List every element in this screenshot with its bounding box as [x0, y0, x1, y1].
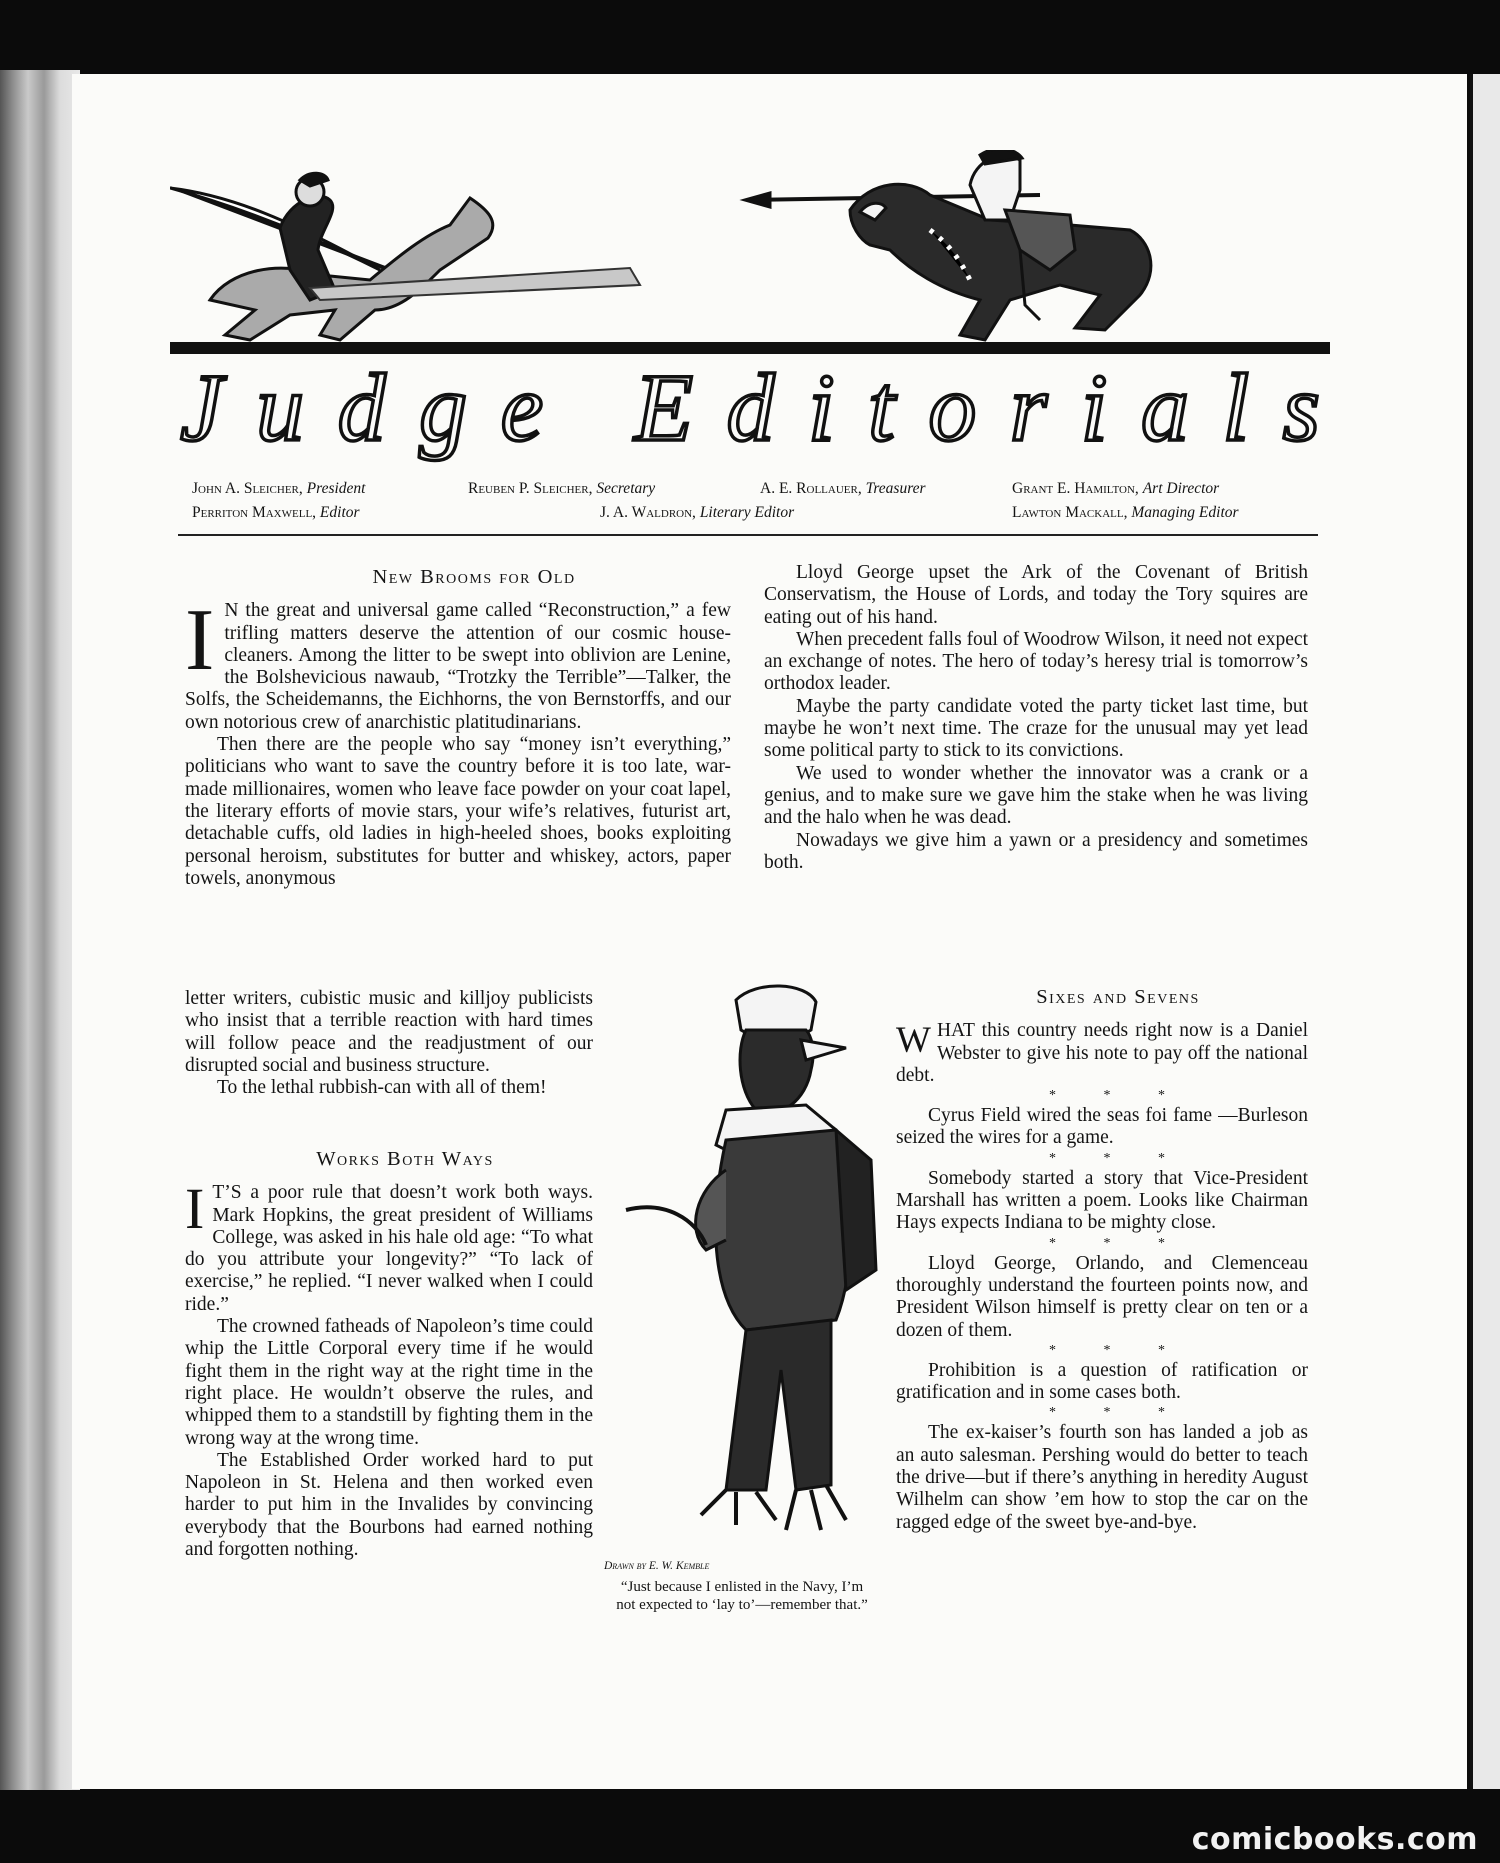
separator-stars: * * * [1049, 1088, 1187, 1104]
book-binding [0, 70, 80, 1790]
right-paragraph-4: We used to wonder whether the innovator was a crank or a genius, and to make sure we gave him the stake when he was living and the halo when he was dead. [764, 762, 1308, 829]
illustration-caption: “Just because I enlisted in the Navy, I’m not expected to ‘lay to’—remember that.” [616, 1579, 868, 1613]
article-new-brooms-continued [185, 988, 593, 1099]
staff-editor: Perriton Maxwell, Editor [192, 504, 360, 521]
dropcap-i: I [185, 592, 215, 690]
article-sixes-and-sevens [896, 986, 1308, 1534]
sixes-paragraph-2: Cyrus Field wired the seas foi fame —Burleson seized the wires for a game. [896, 1105, 1308, 1149]
works-paragraph-3: The Established Order worked hard to put Napoleon in St. Helena and then worked even harder to put him in the Invalides by convincing everybody that the Bourbons had earned nothing and forgotten nothing. [185, 1449, 593, 1561]
sixes-paragraph-1: WHAT this country needs right now is a Daniel Webster to give his note to pay off the national debt. [896, 1020, 1308, 1086]
left-rider-figure [170, 173, 493, 340]
separator-stars: * * * [1049, 1150, 1187, 1166]
dropcap-w: W [896, 1020, 931, 1062]
heading-new-brooms: New Brooms for Old [372, 566, 576, 588]
article-new-brooms-right [764, 562, 1308, 874]
site-watermark: comicbooks.com [1191, 1822, 1478, 1857]
right-paragraph-1: Lloyd George upset the Ark of the Covenant of British Conservatism, the House of Lords, and today the Tory squires are eating out of his hand. [764, 562, 1308, 628]
staff-divider-rule [178, 534, 1318, 536]
brooms-paragraph-3: To the lethal rubbish-can with all of them! [217, 1077, 547, 1099]
staff-treasurer: A. E. Rollauer, Treasurer [760, 480, 926, 497]
jousting-banner-illustration [170, 150, 1330, 355]
brooms-paragraph-1: I N the great and universal game called “Reconstruction,” a few trifling matters deserve the attention of our cosmic house-cleaners. Among the litter to be swept into oblivion are Lenine, the Bolshevicious nawaub, “Trotzky the Terrible”—Talker, the Solfs, the Scheidemanns, the Eichhorns, the von Bernstorffs, and our own notorious crew of anarchistic platitudinarians. [185, 592, 731, 733]
staff-art-director: Grant E. Hamilton, Art Director [1012, 480, 1220, 497]
works-paragraph-2: The crowned fatheads of Napoleon’s time could whip the Little Corporal every time if he would fight them in the right way at the right time in the right place. He wouldn’t observe the rules, and whipped them to a standstill by fighting them in the wrong way at the wrong time. [185, 1316, 593, 1449]
dropcap-i-works: I [185, 1176, 205, 1242]
masthead-title [170, 352, 1330, 464]
works-paragraph-1: I T’S a poor rule that doesn’t work both ways. Mark Hopkins, the great president of Williams College, was asked in his hale old age: “To what do you attribute your longevity?” “To lack of exercise,” he replied. “I never walked when I could ride.” [185, 1176, 593, 1315]
separator-stars: * * * [1049, 1235, 1187, 1251]
brooms-paragraph-2: Then there are the people who say “money isn’t everything,” politicians who want to save the country before it is too late, war-made millionaires, women who leave face powder on your coat lapel, the literary efforts of movie stars, your wife’s relatives, futurist art, detachable cuffs, old ladies in high-heeled shoes, books exploiting personal heroism, substitutes for butter and whiskey, actors, paper towels, anonymous [185, 734, 731, 889]
sixes-paragraph-5: Prohibition is a question of ratification or gratification and in some cases both. [896, 1359, 1308, 1404]
left-lance [310, 268, 640, 300]
illustration-credit: Drawn by E. W. Kemble [604, 1560, 710, 1572]
sixes-paragraph-3: Somebody started a story that Vice-President Marshall has written a poem. Looks like Chairman Hays expects Indiana to be mighty close. [896, 1167, 1308, 1234]
right-rider-figure [745, 150, 1151, 340]
staff-secretary: Reuben P. Sleicher, Secretary [468, 480, 656, 497]
heading-works-both-ways: Works Both Ways [316, 1148, 494, 1170]
sixes-paragraph-4: Lloyd George, Orlando, and Clemenceau thoroughly understand the fourteen points now, and President Wilson himself is pretty clear on ten or a dozen of them. [896, 1252, 1308, 1341]
staff-literary-editor: J. A. Waldron, Literary Editor [600, 504, 795, 521]
right-paragraph-5: Nowadays we give him a yawn or a presidency and sometimes both. [764, 829, 1308, 873]
facing-page-edge [1470, 74, 1500, 1789]
right-paragraph-2: When precedent falls foul of Woodrow Wilson, it need not expect an exchange of notes. The hero of today’s heresy trial is tomorrow’s orthodox leader. [764, 628, 1308, 695]
article-new-brooms [185, 566, 731, 890]
article-works-both-ways [185, 1148, 593, 1561]
heading-sixes-and-sevens: Sixes and Sevens [1036, 986, 1200, 1008]
masthead-title-text: Judge Editorials [180, 354, 1320, 461]
separator-stars: * * * [1049, 1342, 1187, 1358]
sixes-paragraph-6: The ex-kaiser’s fourth son has landed a job as an auto salesman. Pershing would do better to teach the drive—but if there’s anything in heredity August Wilhelm can show ’em how to stop the car on the ragged edge of the sweet bye-and-bye. [896, 1422, 1308, 1533]
kemble-sailor-bird-illustration [606, 970, 896, 1560]
staff-president: John A. Sleicher, President [192, 480, 366, 497]
staff-managing-editor: Lawton Mackall, Managing Editor [1012, 504, 1239, 521]
brooms-paragraph-2-continued: letter writers, cubistic music and killjoy publicists who insist that a terrible reaction with hard times will follow peace and the readjustment of our disrupted social and business structure. [185, 988, 593, 1076]
separator-stars: * * * [1049, 1405, 1187, 1421]
right-paragraph-3: Maybe the party candidate voted the party ticket last time, but maybe he won’t next time. The craze for the unusual may yet lead some political party to stick to its convictions. [764, 695, 1308, 762]
